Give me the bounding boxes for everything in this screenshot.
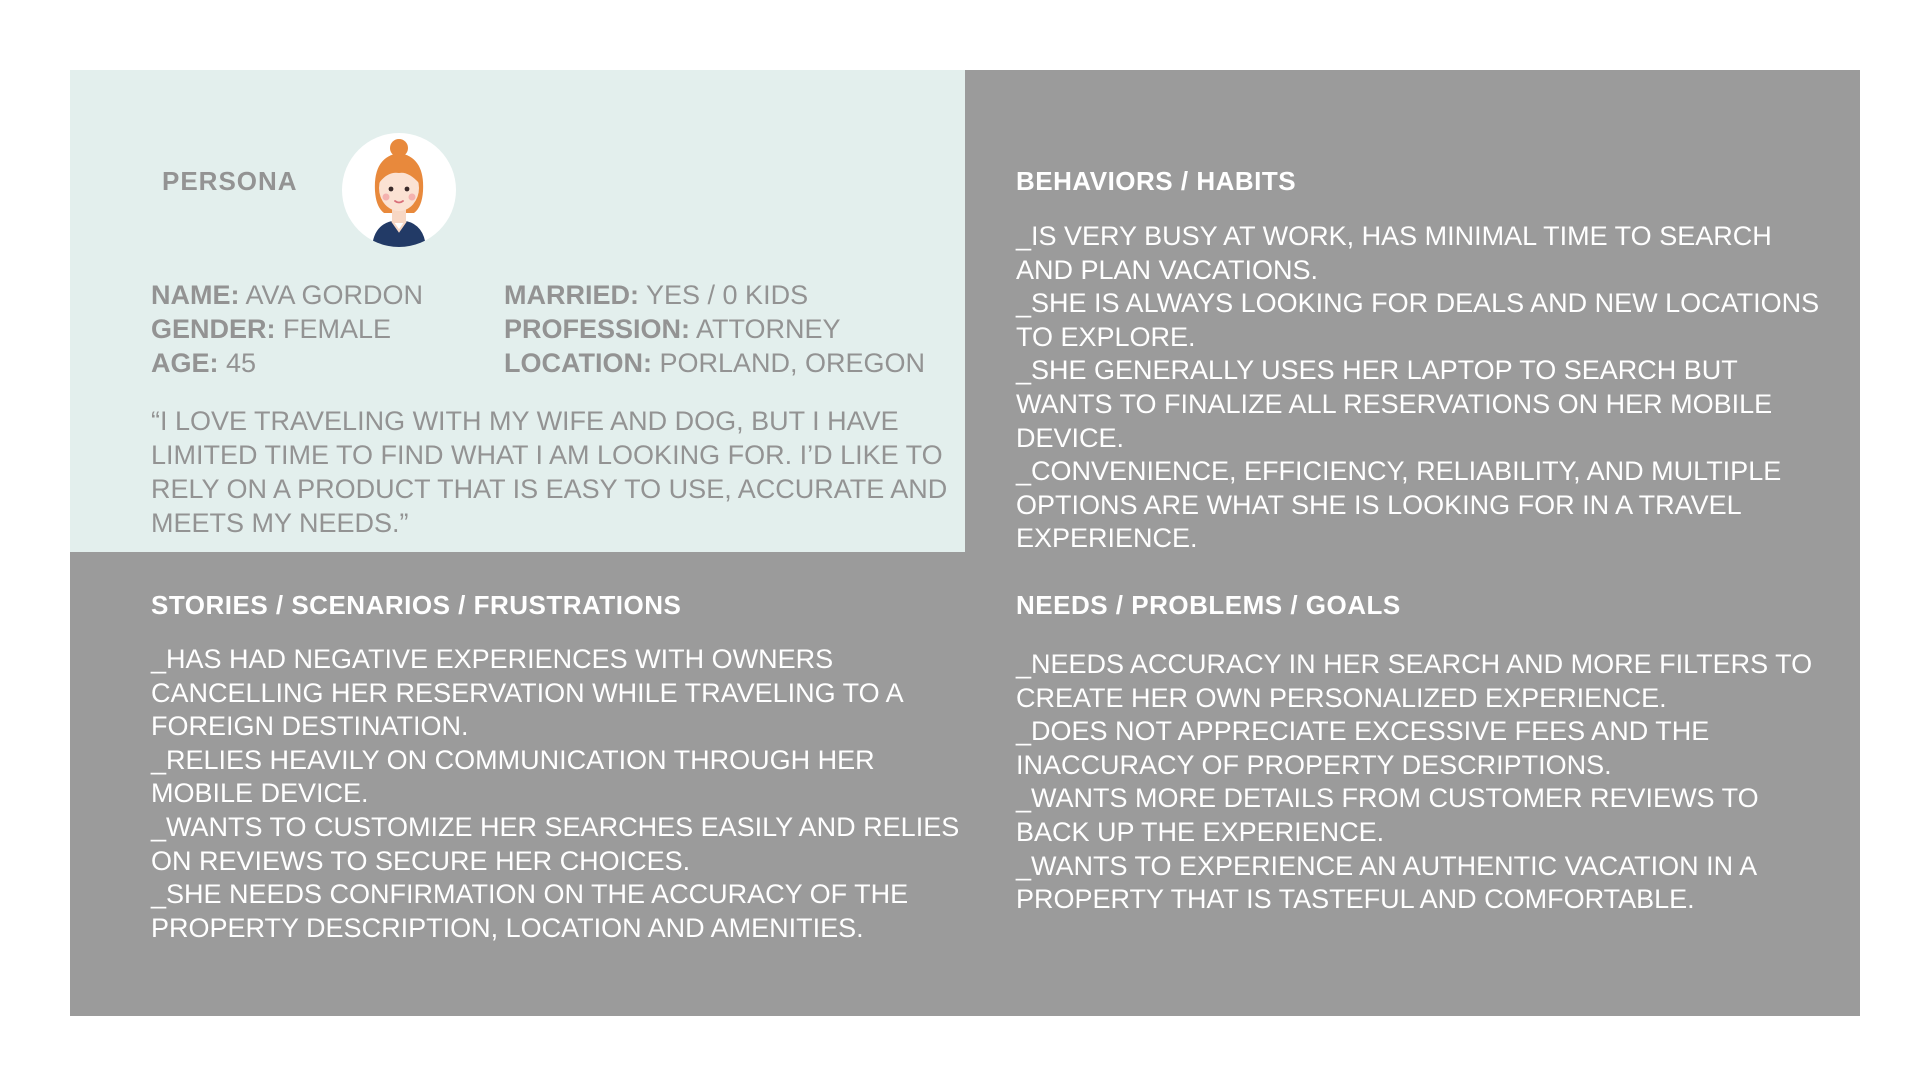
stories-line: CANCELLING HER RESERVATION WHILE TRAVELING TO A — [151, 677, 904, 708]
persona-board — [70, 70, 1860, 1016]
behaviors-line: OPTIONS ARE WHAT SHE IS LOOKING FOR IN A TRAVEL — [1016, 489, 1742, 520]
fact-gender — [151, 312, 423, 346]
fact-key: LOCATION: — [504, 348, 652, 378]
fact-value: ATTORNEY — [690, 314, 841, 344]
stories-title: STORIES / SCENARIOS / FRUSTRATIONS — [151, 590, 682, 620]
stories-line: ON REVIEWS TO SECURE HER CHOICES. — [151, 845, 691, 876]
stories-line: MOBILE DEVICE. — [151, 778, 369, 809]
fact-value: FEMALE — [275, 314, 392, 344]
needs-line: _DOES NOT APPRECIATE EXCESSIVE FEES AND THE — [1016, 716, 1710, 747]
needs-line: BACK UP THE EXPERIENCE. — [1016, 816, 1385, 847]
quote-line: MEETS MY NEEDS.” — [151, 508, 409, 538]
behaviors-line: EXPERIENCE. — [1016, 523, 1198, 554]
avatar-illustration — [342, 133, 456, 247]
stories-line: _HAS HAD NEGATIVE EXPERIENCES WITH OWNERS — [151, 644, 834, 674]
stories-line: FOREIGN DESTINATION. — [151, 711, 469, 742]
needs-line: _NEEDS ACCURACY IN HER SEARCH AND MORE FILTERS TO — [1016, 649, 1813, 679]
needs-line: CREATE HER OWN PERSONALIZED EXPERIENCE. — [1016, 682, 1667, 713]
stories-line: _WANTS TO CUSTOMIZE HER SEARCHES EASILY AND RELIES — [151, 811, 960, 842]
fact-age — [151, 346, 423, 380]
needs-line: _WANTS MORE DETAILS FROM CUSTOMER REVIEWS TO — [1016, 783, 1759, 814]
persona-facts-left — [151, 278, 423, 380]
stories-line: _RELIES HEAVILY ON COMMUNICATION THROUGH HER — [151, 744, 875, 775]
needs-line: PROPERTY THAT IS TASTEFUL AND COMFORTABLE. — [1016, 884, 1695, 915]
behaviors-line: AND PLAN VACATIONS. — [1016, 254, 1319, 285]
needs-line: _WANTS TO EXPERIENCE AN AUTHENTIC VACATION IN A — [1016, 850, 1758, 881]
needs-title: NEEDS / PROBLEMS / GOALS — [1016, 590, 1401, 620]
fact-key: MARRIED: — [504, 280, 639, 310]
fact-location — [504, 346, 925, 380]
behaviors-line: _IS VERY BUSY AT WORK, HAS MINIMAL TIME TO SEARCH — [1016, 221, 1772, 251]
fact-value: PORLAND, OREGON — [651, 348, 926, 378]
fact-key: AGE: — [151, 348, 219, 378]
quote-line: RELY ON A PRODUCT THAT IS EASY TO USE, ACCURATE AND — [151, 474, 948, 504]
fact-married — [504, 278, 925, 312]
needs-body — [1016, 648, 1836, 917]
behaviors-line: _SHE IS ALWAYS LOOKING FOR DEALS AND NEW LOCATIONS — [1016, 288, 1820, 319]
fact-value: 45 — [218, 348, 257, 378]
quote-line: “I LOVE TRAVELING WITH MY WIFE AND DOG, BUT I HAVE — [151, 406, 899, 436]
behaviors-line: _SHE GENERALLY USES HER LAPTOP TO SEARCH BUT — [1016, 355, 1738, 386]
woman-avatar-icon — [342, 133, 456, 247]
persona-label: PERSONA — [162, 166, 298, 196]
behaviors-body — [1016, 220, 1836, 556]
stories-line: PROPERTY DESCRIPTION, LOCATION AND AMENITIES. — [151, 912, 864, 943]
behaviors-line: DEVICE. — [1016, 422, 1125, 453]
behaviors-line: WANTS TO FINALIZE ALL RESERVATIONS ON HER MOBILE — [1016, 388, 1773, 419]
persona-panel — [70, 70, 965, 552]
fact-profession — [504, 312, 925, 346]
stories-body — [151, 643, 960, 945]
persona-quote — [151, 404, 951, 540]
quote-line: LIMITED TIME TO FIND WHAT I AM LOOKING FOR. I’D LIKE TO — [151, 440, 943, 470]
fact-name — [151, 278, 423, 312]
stories-line: _SHE NEEDS CONFIRMATION ON THE ACCURACY OF THE — [151, 879, 909, 910]
fact-key: PROFESSION: — [504, 314, 691, 344]
behaviors-line: _CONVENIENCE, EFFICIENCY, RELIABILITY, AND MULTIPLE — [1016, 456, 1782, 487]
needs-line: INACCURACY OF PROPERTY DESCRIPTIONS. — [1016, 749, 1612, 780]
behaviors-line: TO EXPLORE. — [1016, 321, 1196, 352]
fact-key: GENDER: — [151, 314, 276, 344]
fact-value: AVA GORDON — [239, 280, 424, 310]
persona-facts-right — [504, 278, 925, 380]
behaviors-title: BEHAVIORS / HABITS — [1016, 166, 1297, 196]
fact-key: NAME: — [151, 280, 240, 310]
fact-value: YES / 0 KIDS — [639, 280, 809, 310]
